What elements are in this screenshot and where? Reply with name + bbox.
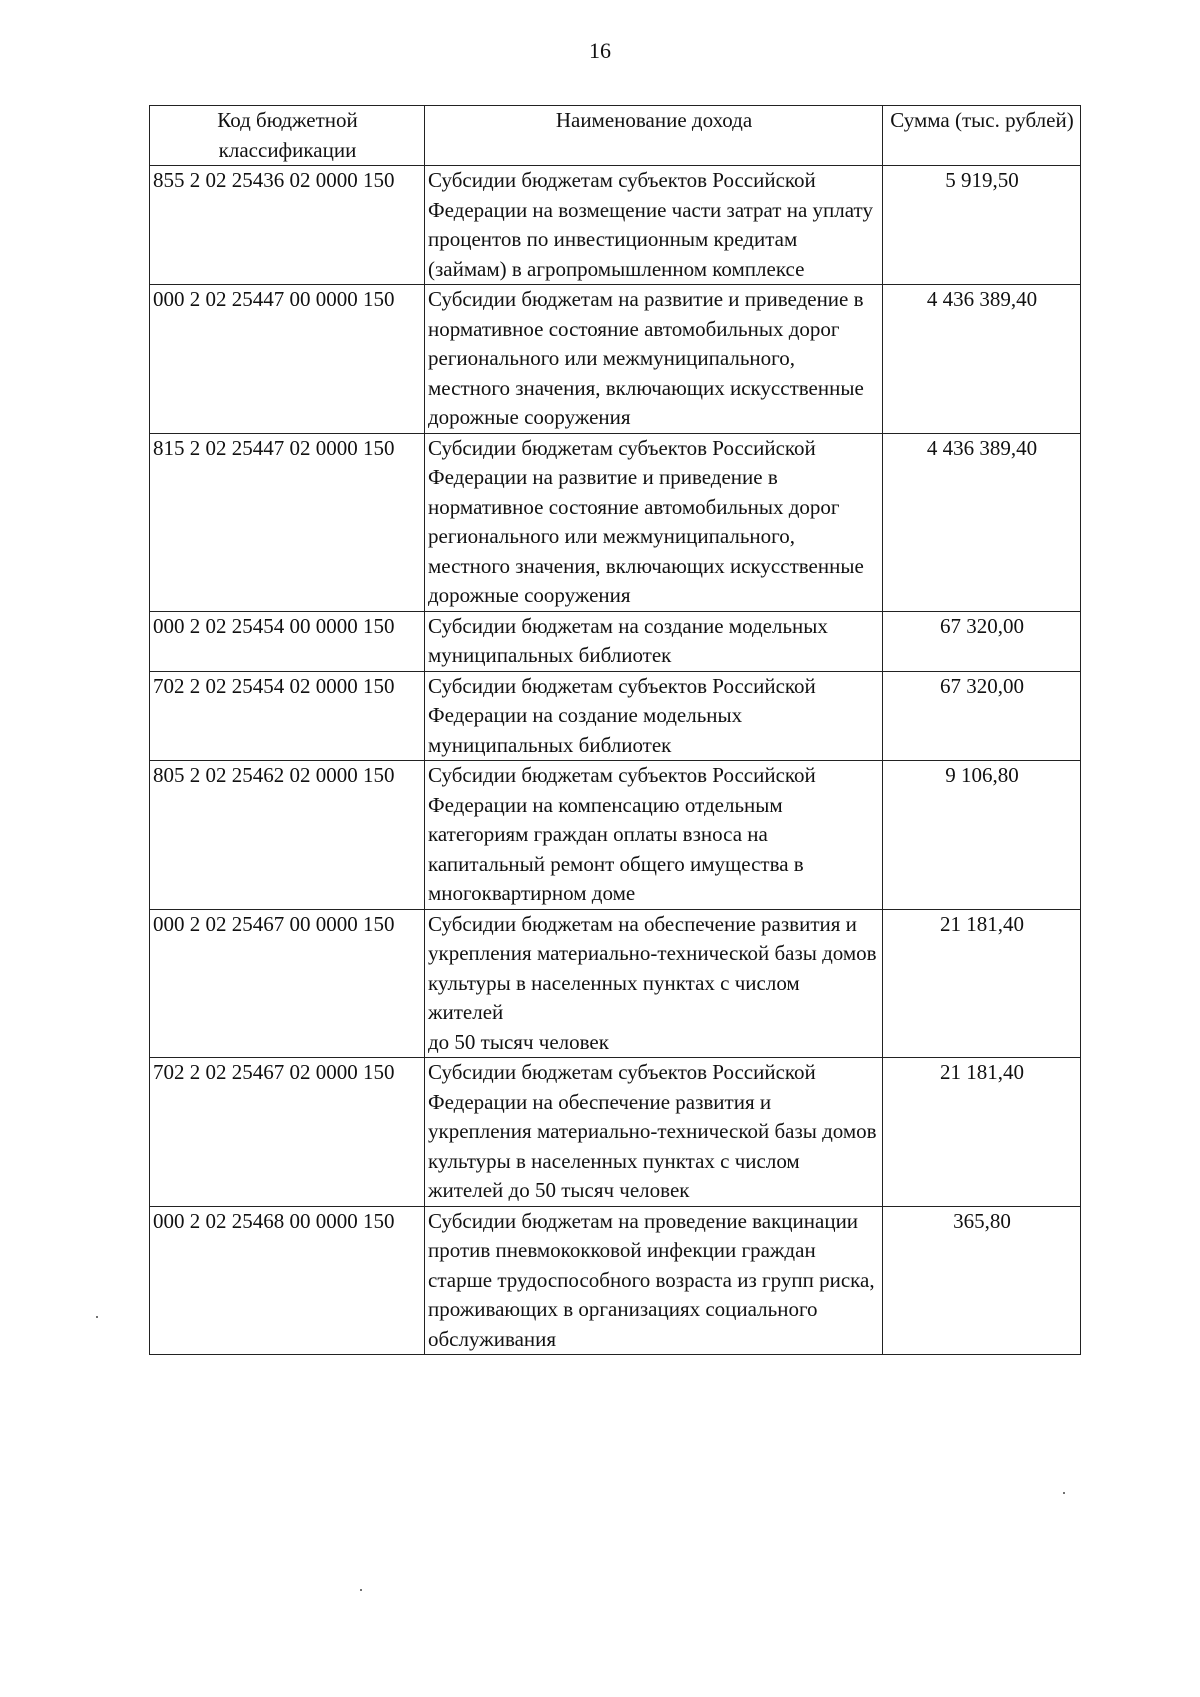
table-row [150, 671, 1081, 761]
table-header-row [150, 106, 1081, 166]
amount-cell: 9 106,80 [883, 761, 1081, 910]
header-name: Наименование дохода [425, 106, 883, 166]
header-sum: Сумма (тыс. рублей) [883, 106, 1081, 166]
revenue-name-cell: Субсидии бюджетам субъектов Российской Федерации на возмещение части затрат на уплату процентов по инвестиционным кредитам (займам) в агропромышленном комплексе [425, 166, 883, 285]
table-row [150, 761, 1081, 910]
budget-code-cell: 815 2 02 25447 02 0000 150 [150, 433, 425, 611]
header-code: Код бюджетной классификации [150, 106, 425, 166]
revenue-table [149, 105, 1081, 1355]
amount-cell: 5 919,50 [883, 166, 1081, 285]
budget-code-cell: 000 2 02 25468 00 0000 150 [150, 1206, 425, 1355]
budget-code-cell: 855 2 02 25436 02 0000 150 [150, 166, 425, 285]
scan-speck [1063, 1492, 1065, 1494]
budget-code-cell: 000 2 02 25467 00 0000 150 [150, 909, 425, 1058]
table-row [150, 433, 1081, 611]
table-row [150, 166, 1081, 285]
amount-cell: 21 181,40 [883, 909, 1081, 1058]
page-number: 16 [589, 38, 611, 63]
revenue-name-cell: Субсидии бюджетам на развитие и приведение в нормативное состояние автомобильных дорог регионального или межмуниципального, местного значения, включающих искусственные дорожные сооружения [425, 285, 883, 434]
table-row [150, 1058, 1081, 1207]
amount-cell: 67 320,00 [883, 611, 1081, 671]
revenue-name-cell: Субсидии бюджетам субъектов Российской Федерации на компенсацию отдельным категориям граждан оплаты взноса на капитальный ремонт общего имущества в многоквартирном доме [425, 761, 883, 910]
amount-cell: 21 181,40 [883, 1058, 1081, 1207]
scan-speck [96, 1316, 98, 1318]
amount-cell: 365,80 [883, 1206, 1081, 1355]
table-row [150, 1206, 1081, 1355]
amount-cell: 4 436 389,40 [883, 285, 1081, 434]
revenue-name-cell: Субсидии бюджетам на проведение вакцинации против пневмококковой инфекции граждан старше трудоспособного возраста из групп риска, проживающих в организациях социального обслуживания [425, 1206, 883, 1355]
revenue-name-cell: Субсидии бюджетам на создание модельных муниципальных библиотек [425, 611, 883, 671]
amount-cell: 67 320,00 [883, 671, 1081, 761]
amount-cell: 4 436 389,40 [883, 433, 1081, 611]
budget-code-cell: 000 2 02 25447 00 0000 150 [150, 285, 425, 434]
revenue-name-cell: Субсидии бюджетам субъектов Российской Федерации на развитие и приведение в нормативное состояние автомобильных дорог регионального или межмуниципального, местного значения, включающих искусственные дорожные сооружения [425, 433, 883, 611]
table-row [150, 611, 1081, 671]
budget-code-cell: 702 2 02 25454 02 0000 150 [150, 671, 425, 761]
revenue-name-cell: Субсидии бюджетам субъектов Российской Федерации на создание модельных муниципальных библиотек [425, 671, 883, 761]
table-row [150, 909, 1081, 1058]
revenue-name-cell: Субсидии бюджетам субъектов Российской Федерации на обеспечение развития и укрепления материально-технической базы домов культуры в населенных пунктах с числом жителей до 50 тысяч человек [425, 1058, 883, 1207]
table-body [150, 166, 1081, 1355]
scan-speck [360, 1589, 362, 1591]
table-row [150, 285, 1081, 434]
budget-code-cell: 000 2 02 25454 00 0000 150 [150, 611, 425, 671]
revenue-name-cell: Субсидии бюджетам на обеспечение развития и укрепления материально-технической базы домов культуры в населенных пунктах с числом жителей до 50 тысяч человек [425, 909, 883, 1058]
budget-code-cell: 805 2 02 25462 02 0000 150 [150, 761, 425, 910]
budget-code-cell: 702 2 02 25467 02 0000 150 [150, 1058, 425, 1207]
